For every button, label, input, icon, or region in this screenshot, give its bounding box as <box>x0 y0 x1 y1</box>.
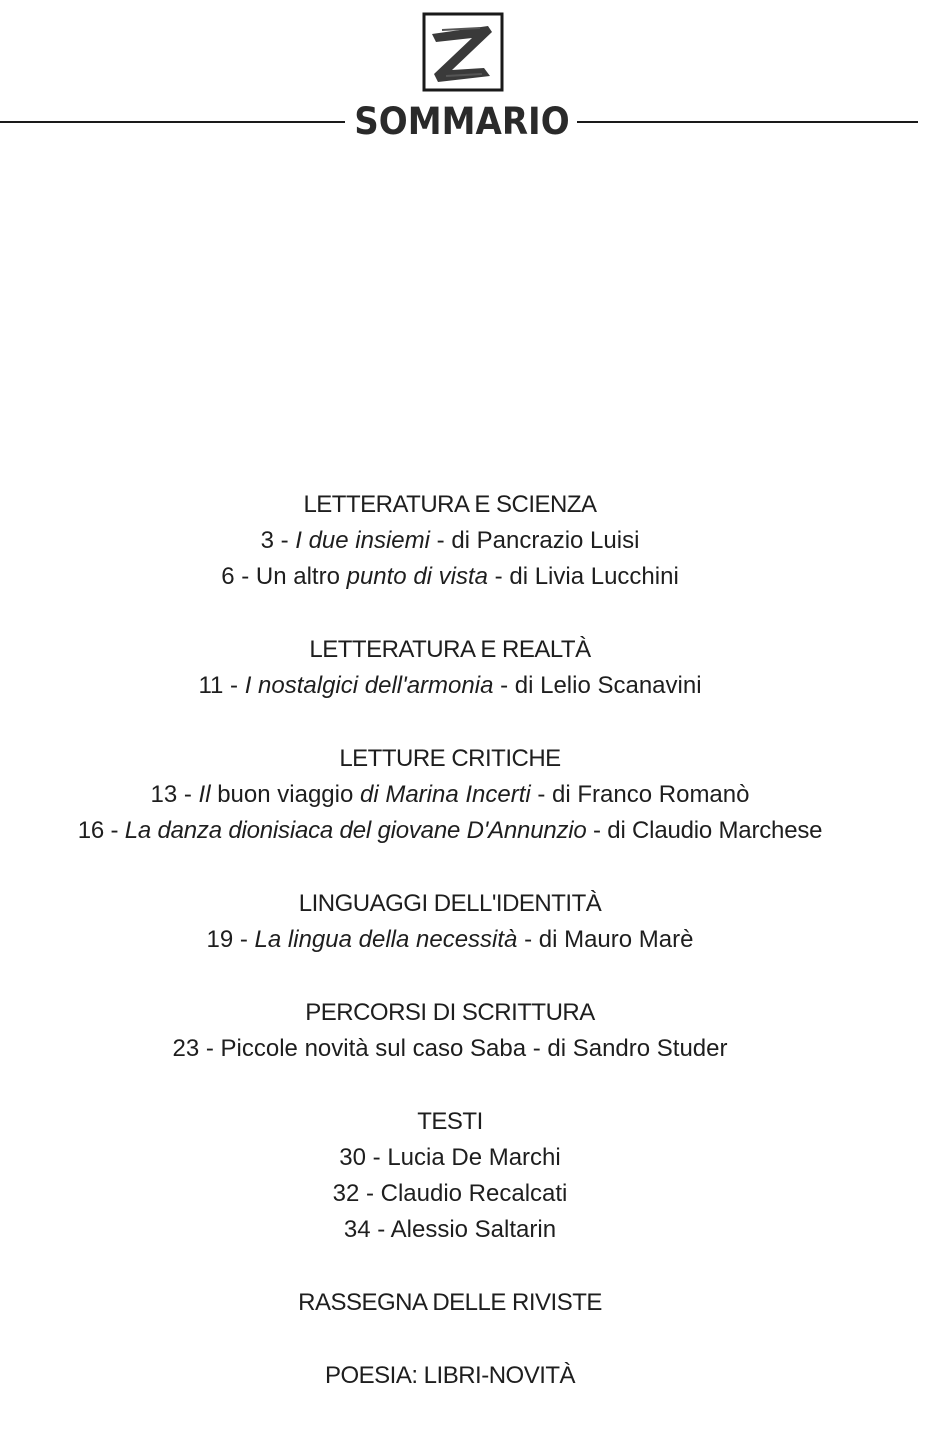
section-title[interactable]: POESIA: LIBRI-NOVITÀ <box>324 1362 576 1389</box>
page-number: 19 <box>206 926 234 953</box>
page-number: 30 <box>339 1144 366 1171</box>
toc-entry[interactable]: 19 - La lingua della necessità - di Mauro Marè <box>206 926 694 953</box>
page-number: 32 <box>332 1180 360 1207</box>
section-title: LETTURE CRITICHE <box>339 745 561 772</box>
toc-entry[interactable]: 6 - Un altro punto di vista - di Livia Lucchini <box>221 563 679 590</box>
section-title: LETTERATURA E REALTÀ <box>309 636 591 663</box>
section-linguaggi-dell-identita <box>0 886 900 958</box>
article-title: I nostalgici dell'armonia <box>244 672 494 699</box>
section-title: LINGUAGGI DELL'IDENTITÀ <box>298 890 602 917</box>
toc-entry[interactable]: 30 - Lucia De Marchi <box>339 1144 561 1171</box>
article-title: punto di vista <box>346 563 489 590</box>
section-poesia-libri-novita <box>0 1358 900 1394</box>
article-title: Piccole novità sul caso Saba <box>220 1035 527 1062</box>
section-letteratura-e-scienza <box>0 487 900 595</box>
section-title: LETTERATURA E SCIENZA <box>303 491 597 518</box>
author-credit: - di Franco Romanò <box>530 781 750 808</box>
page-title: SOMMARIO <box>354 100 570 143</box>
toc-entry[interactable]: 11 - I nostalgici dell'armonia - di Lelio Scanavini <box>198 672 702 699</box>
page-number: 34 <box>343 1216 371 1243</box>
toc-entry[interactable]: 32 - Claudio Recalcati <box>332 1180 568 1207</box>
author-name: Claudio Recalcati <box>380 1180 568 1207</box>
toc-entry[interactable]: 23 - Piccole novità sul caso Saba - di Sandro Studer <box>172 1035 728 1062</box>
section-letture-critiche <box>0 741 900 849</box>
page-number: 23 <box>172 1035 200 1062</box>
section-title: TESTI <box>417 1108 483 1135</box>
masthead-rule-left <box>0 121 345 123</box>
article-title: La lingua della necessità <box>254 926 518 953</box>
author-credit: - di Mauro Marè <box>517 926 694 953</box>
table-of-contents <box>0 487 900 1431</box>
author-credit: - di Livia Lucchini <box>488 563 679 590</box>
article-title: La danza dionisiaca del giovane D'Annunzio <box>124 817 587 844</box>
page-number: 13 <box>150 781 178 808</box>
toc-entry[interactable]: 13 - Il buon viaggio di Marina Incerti - di Franco Romanò <box>150 781 750 808</box>
page-number: 16 <box>77 817 104 844</box>
page-number: 3 <box>260 527 274 554</box>
section-title[interactable]: RASSEGNA DELLE RIVISTE <box>298 1289 602 1316</box>
section-title: PERCORSI DI SCRITTURA <box>305 999 595 1026</box>
article-title: I due insiemi <box>295 527 430 554</box>
author-credit: - di Sandro Studer <box>526 1035 728 1062</box>
author-name: Lucia De Marchi <box>387 1144 561 1171</box>
author-credit: - di Claudio Marchese <box>586 817 823 844</box>
toc-entry[interactable]: 34 - Alessio Saltarin <box>343 1216 557 1243</box>
author-credit: - di Lelio Scanavini <box>493 672 702 699</box>
section-percorsi-di-scrittura <box>0 995 900 1067</box>
toc-entry[interactable]: 16 - La danza dionisiaca del giovane D'Annunzio - di Claudio Marchese <box>77 817 823 844</box>
section-rassegna-delle-riviste <box>0 1285 900 1321</box>
masthead-rule-right <box>577 121 918 123</box>
toc-entry[interactable]: 3 - I due insiemi - di Pancrazio Luisi <box>260 527 640 554</box>
masthead <box>0 98 935 146</box>
section-letteratura-e-realta <box>0 632 900 704</box>
journal-logo <box>422 12 504 92</box>
section-testi <box>0 1104 900 1248</box>
article-title: Il <box>198 781 211 808</box>
article-title-part: di Marina Incerti <box>359 781 531 808</box>
page-number: 6 <box>221 563 235 590</box>
author-name: Alessio Saltarin <box>390 1216 557 1243</box>
page-number: 11 <box>198 672 224 699</box>
author-credit: - di Pancrazio Luisi <box>429 527 640 554</box>
